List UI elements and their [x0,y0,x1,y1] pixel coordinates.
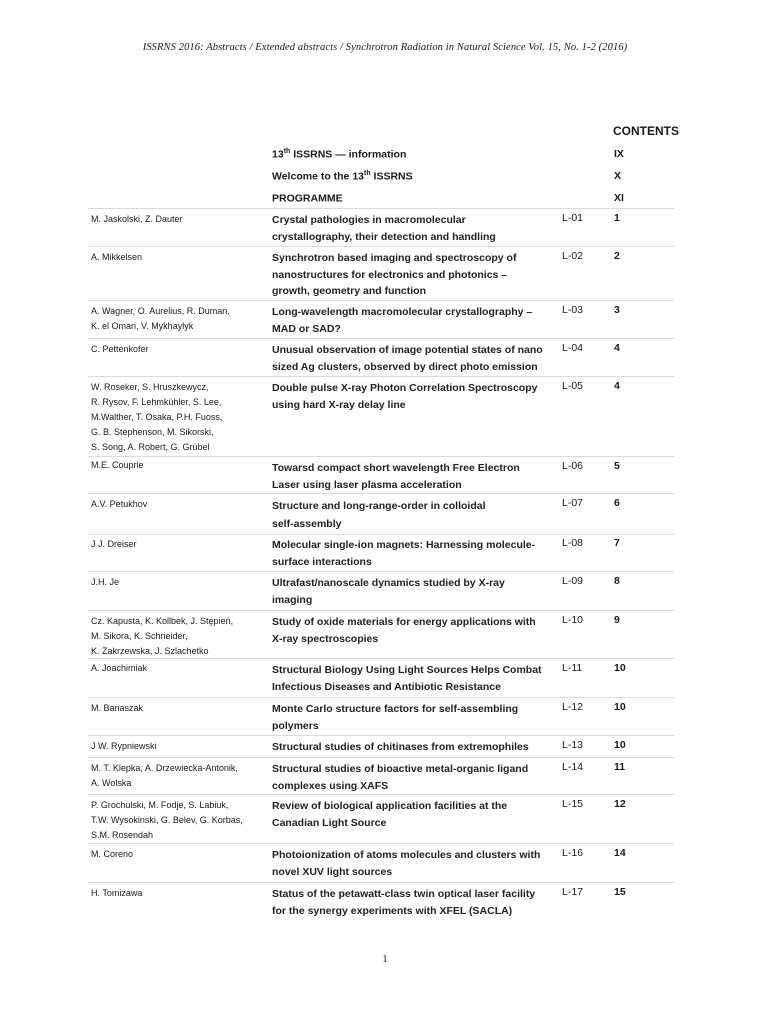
entry-code: L-16 [562,847,584,859]
entry-authors: M. T. Klepka, A. Drzewiecka-Antonik, A. Wolska [91,763,238,788]
entry-authors: J J. Dreiser [91,539,137,549]
intro-page: IX [614,148,624,160]
entry-code: L-15 [562,798,584,810]
row-divider [88,493,674,494]
entry-title: Crystal pathologies in macromolecular crystallography, their detection and handling [272,214,496,243]
entry-title: Ultrafast/nanoscale dynamics studied by X-ray imaging [272,577,505,606]
entry-page: 4 [614,380,620,392]
entry-title: Long-wavelength macromolecular crystallography – MAD or SAD? [272,306,533,335]
row-divider [88,208,674,209]
entry-authors: A. Joachimiak [91,663,148,673]
entry-title: Unusual observation of image potential states of nano sized Ag clusters, observed by direct photo emission [272,344,543,373]
entry-authors: M.E. Couprie [91,460,144,470]
entry-title: Photoionization of atoms molecules and clusters with novel XUV light sources [272,849,541,878]
row-divider [88,658,674,659]
entry-code: L-02 [562,250,584,262]
entry-authors: J.H. Je [91,577,120,587]
row-divider [88,794,674,795]
row-divider [88,882,674,883]
entry-page: 4 [614,342,620,354]
row-divider [88,697,674,698]
entry-page: 10 [614,662,626,674]
entry-title: Study of oxide materials for energy applications with X-ray spectroscopies [272,616,536,645]
entry-code: L-03 [562,304,584,316]
entry-code: L-09 [562,575,584,587]
entry-page: 12 [614,798,626,810]
entry-page: 14 [614,847,626,859]
row-divider [88,246,674,247]
entry-title: Structural studies of chitinases from extremophiles [272,741,529,753]
contents-heading: CONTENTS [613,124,679,138]
running-header: ISSRNS 2016: Abstracts / Extended abstracts / Synchrotron Radiation in Natural Science Vol. 15, No. 1-2 (2016) [142,42,628,53]
entry-code: L-01 [562,212,584,224]
entry-title: Molecular single-ion magnets: Harnessing molecule- surface interactions [272,539,536,568]
entry-authors: A. Wagner, O. Aurelius, R. Duman, K. el Omari, V. Mykhaylyk [91,306,230,331]
intro-page: XI [614,192,624,204]
entry-title: Structural studies of bioactive metal-organic ligand complexes using XAFS [272,763,529,792]
entry-page: 10 [614,701,626,713]
row-divider [88,610,674,611]
row-divider [88,338,674,339]
entry-page: 8 [614,575,620,587]
entry-page: 1 [614,212,620,224]
entry-page: 7 [614,537,620,549]
entry-title: Status of the petawatt-class twin optical laser facility for the synergy experiments with XFEL (SACLA) [272,888,536,917]
entry-code: L-10 [562,614,584,626]
entry-page: 15 [614,886,626,898]
entry-authors: M. Jaskolski, Z. Dauter [91,214,183,224]
page-number: 1 [382,953,388,965]
entry-code: L-12 [562,701,584,713]
row-divider [88,571,674,572]
entry-page: 9 [614,614,620,626]
entry-title: Review of biological application facilities at the Canadian Light Source [272,800,508,829]
entry-code: L-06 [562,460,584,472]
entry-page: 10 [614,739,626,751]
row-divider [88,456,674,457]
row-divider [88,300,674,301]
intro-title: 13th ISSRNS — information [272,148,407,161]
entry-code: L-05 [562,380,584,392]
entry-page: 6 [614,497,620,509]
entry-code: L-14 [562,761,584,773]
entry-title: Synchrotron based imaging and spectroscopy of nanostructures for electronics and photonics – growth, geometry and function [272,252,517,297]
row-divider [88,376,674,377]
entry-authors: W. Roseker, S. Hruszkewycz, R. Rysov, F. Lehmkühler, S. Lee, M.Walther, T. Osaka, P.H. Fuoss, G. B. Stephenson, M. Sikorski, S. Song, A. Robert, G. Grübel [91,382,223,452]
intro-title: Welcome to the 13th ISSRNS [272,170,413,183]
entry-title: Monte Carlo structure factors for self-assembling polymers [272,703,519,732]
entry-authors: C. Pettenkofer [91,344,149,354]
entry-code: L-07 [562,497,584,509]
entry-authors: H. Tomizawa [91,888,143,898]
entry-authors: J W. Rypniewski [91,741,157,751]
entry-authors: A.V. Petukhov [91,499,148,509]
row-divider [88,843,674,844]
row-divider [88,534,674,535]
entry-title: Double pulse X-ray Photon Correlation Spectroscopy using hard X-ray delay line [272,382,538,411]
entry-code: L-08 [562,537,584,549]
row-divider [88,757,674,758]
entry-page: 11 [614,761,626,773]
entry-page: 3 [614,304,620,316]
entry-title: Towarsd compact short wavelength Free Electron Laser using laser plasma acceleration [272,462,520,491]
intro-page: X [614,170,622,182]
entry-title: Structural Biology Using Light Sources Helps Combat Infectious Diseases and Antibiotic Resistance [272,664,542,693]
entry-title: Structure and long-range-order in colloidal self-assembly [272,500,486,530]
row-divider [88,735,674,736]
entry-page: 2 [614,250,620,262]
entry-authors: Cz. Kapusta, K. Kollbek, J. Stępień, M. Sikora, K. Schneider, K. Zakrzewska, J. Szlachetko [91,616,234,656]
entry-authors: A. Mikkelsen [91,252,143,262]
intro-title: PROGRAMME [272,192,343,205]
entry-code: L-13 [562,739,584,751]
entry-page: 5 [614,460,620,472]
entry-authors: M. Coreno [91,849,134,859]
entry-code: L-17 [562,886,584,898]
entry-code: L-04 [562,342,584,354]
entry-authors: P. Grochulski, M. Fodje, S. Labiuk, T.W. Wysokinski, G. Belev, G. Korbas, S.M. Rosendah [91,800,243,840]
entry-authors: M. Banaszak [91,703,144,713]
entry-code: L-11 [562,662,583,674]
